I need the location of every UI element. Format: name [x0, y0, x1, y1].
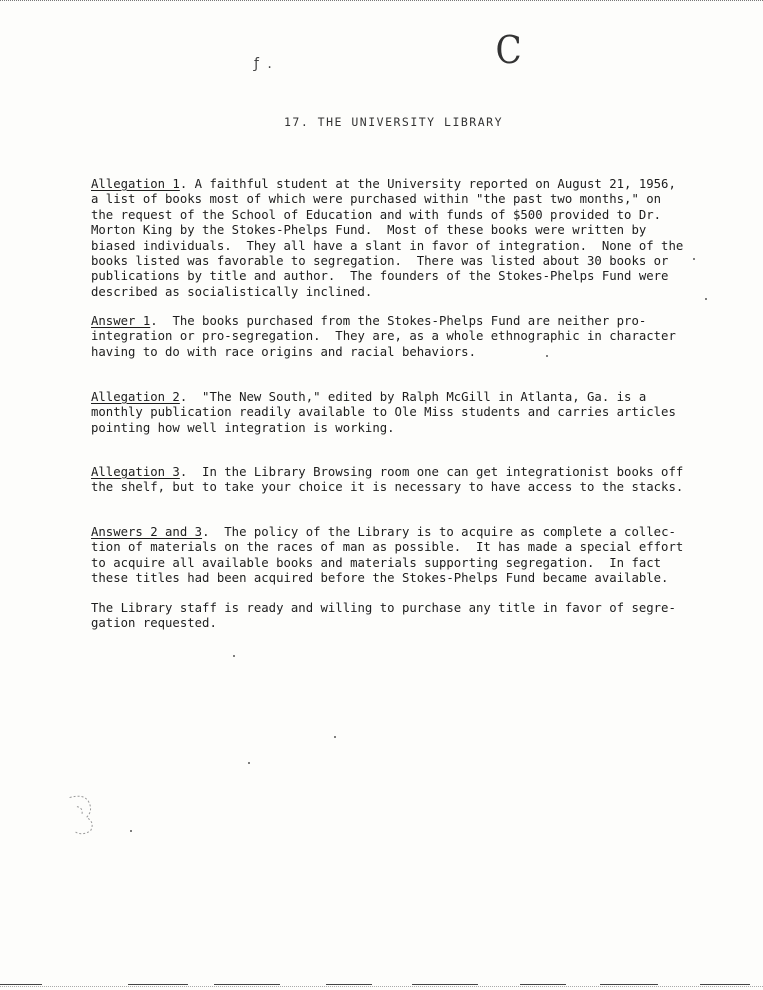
paragraph-line: Allegation 3. In the Library Browsing room one can get integrationist books off — [91, 465, 684, 479]
paragraph-line: Morton King by the Stokes-Phelps Fund. Most of these books were written by — [91, 223, 647, 238]
allegation-1-label: Allegation 1 — [91, 177, 180, 191]
scan-speck — [546, 355, 548, 357]
bottom-rule — [600, 984, 658, 985]
paragraph-line: pointing how well integration is working. — [91, 420, 395, 435]
paragraph-line: a list of books most of which were purchased within "the past two months," on — [91, 192, 662, 207]
paragraph-line: Answer 1. The books purchased from the Stokes-Phelps Fund are neither pro- — [91, 314, 647, 328]
scan-speck — [693, 258, 695, 260]
scan-speck — [334, 736, 336, 738]
allegation-2-paragraph — [91, 390, 701, 436]
answer-1-paragraph — [91, 314, 701, 360]
answers-2-3-paragraph — [91, 525, 701, 587]
faded-stamp-mark — [61, 790, 103, 839]
scan-speck — [248, 762, 250, 764]
faded-stamp-icon — [61, 790, 103, 839]
paragraph-line: tion of materials on the races of man as possible. It has made a special effort — [91, 540, 684, 555]
paragraph-line: monthly publication readily available to Ole Miss students and carries articles — [91, 405, 676, 420]
paragraph-line: publications by title and author. The founders of the Stokes-Phelps Fund were — [91, 269, 669, 284]
paragraph-line: gation requested. — [91, 616, 217, 631]
scan-speck — [233, 655, 235, 657]
paragraph-line: Allegation 1. A faithful student at the University reported on August 21, 1956, — [91, 177, 676, 191]
handwritten-c-mark: C — [495, 28, 522, 72]
paragraph-line: integration or pro-segregation. They are, as a whole ethnographic in character — [91, 329, 676, 344]
answer-1-label: Answer 1 — [91, 314, 151, 328]
paragraph-line: The Library staff is ready and willing to purchase any title in favor of segre- — [91, 601, 676, 615]
paragraph-line: books listed was favorable to segregation. There was listed about 30 books or — [91, 254, 669, 269]
bottom-rule — [0, 984, 42, 985]
paragraph-line: these titles had been acquired before the Stokes-Phelps Fund became available. — [91, 571, 669, 586]
paragraph-line: Answers 2 and 3. The policy of the Library is to acquire as complete a collec- — [91, 525, 676, 539]
bottom-rule — [128, 984, 188, 985]
scan-speck — [705, 298, 707, 300]
allegation-3-label: Allegation 3 — [91, 465, 180, 479]
bottom-rule — [412, 984, 478, 985]
scan-speck — [130, 830, 132, 832]
paragraph-line: biased individuals. They all have a slant in favor of integration. None of the — [91, 238, 684, 253]
paragraph-line: the request of the School of Education and with funds of $500 provided to Dr. — [91, 207, 662, 222]
paragraph-line: having to do with race origins and racial behaviors. — [91, 344, 476, 359]
allegation-3-paragraph — [91, 465, 701, 496]
answers-2-3-label: Answers 2 and 3 — [91, 525, 203, 539]
bottom-rule — [700, 984, 750, 985]
top-edge-dotted-line — [0, 0, 763, 1]
closing-paragraph — [91, 601, 701, 632]
allegation-1-paragraph — [91, 177, 701, 300]
bottom-rule — [326, 984, 372, 985]
allegation-2-label: Allegation 2 — [91, 390, 180, 404]
corner-scan-marks: ƒ . — [254, 56, 274, 72]
paragraph-line: the shelf, but to take your choice it is necessary to have access to the stacks. — [91, 480, 684, 495]
paragraph-line: described as socialistically inclined. — [91, 284, 373, 299]
bottom-rule — [520, 984, 566, 985]
bottom-edge-dotted-line — [0, 986, 763, 987]
paragraph-line: to acquire all available books and materials supporting segregation. In fact — [91, 555, 662, 570]
paragraph-line: Allegation 2. "The New South," edited by Ralph McGill in Atlanta, Ga. is a — [91, 390, 647, 404]
page-title: 17. THE UNIVERSITY LIBRARY — [283, 115, 503, 129]
bottom-rule — [214, 984, 280, 985]
